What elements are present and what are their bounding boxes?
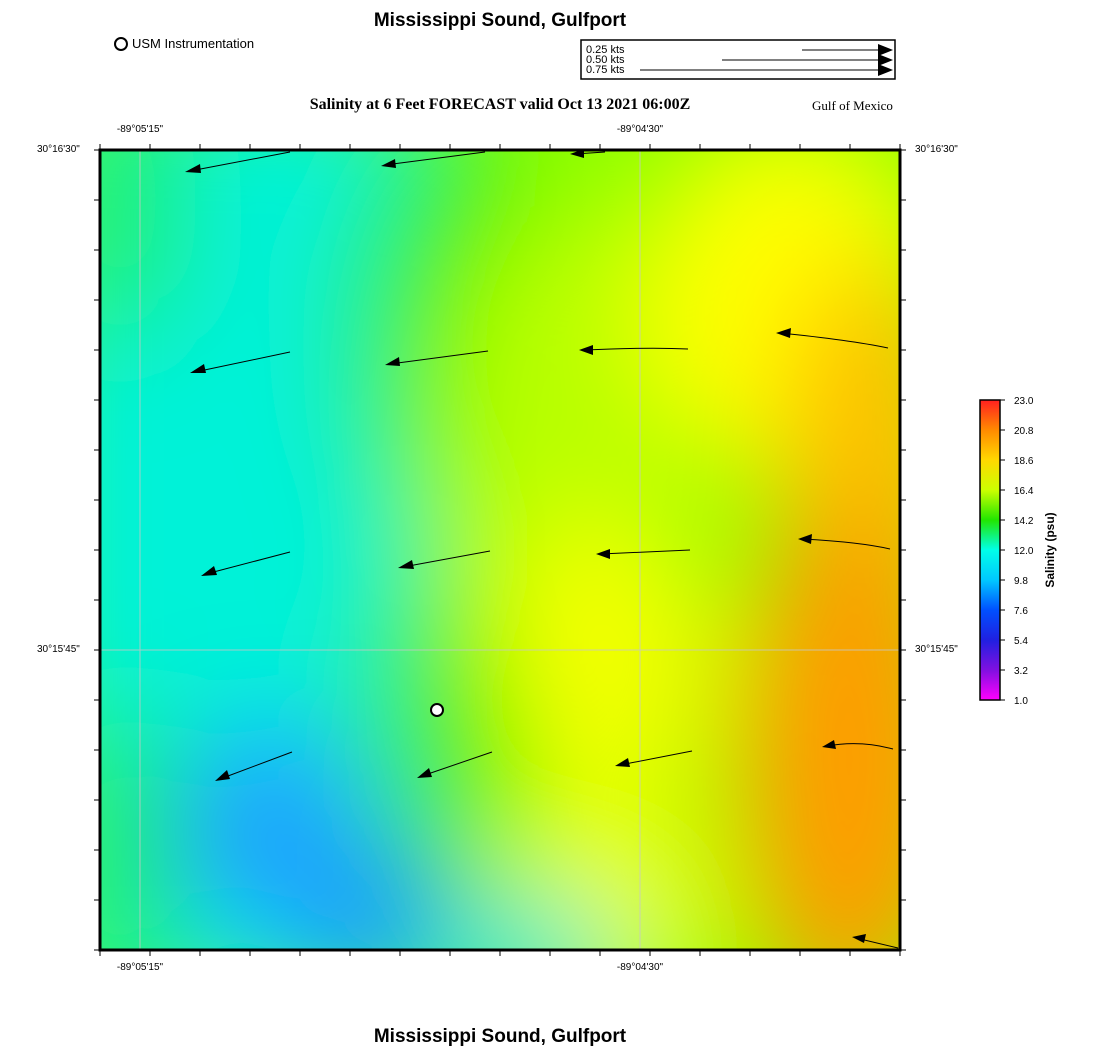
colorbar-tick-label: 18.6 bbox=[1014, 456, 1034, 467]
colorbar-tick-label: 9.8 bbox=[1014, 576, 1028, 587]
colorbar-tick-label: 23.0 bbox=[1014, 396, 1034, 407]
instrument-marker-icon bbox=[114, 37, 128, 51]
lat-label-right-mid: 30°15'45" bbox=[915, 644, 958, 655]
legend-marker-label: USM Instrumentation bbox=[132, 36, 255, 51]
colorbar-tick-label: 5.4 bbox=[1014, 636, 1028, 647]
lat-label-left-top: 30°16'30" bbox=[37, 144, 80, 155]
colorbar-tick-label: 14.2 bbox=[1014, 516, 1034, 527]
legend-usm-instrumentation bbox=[114, 36, 254, 51]
colorbar-label: Salinity (psu) bbox=[1043, 512, 1057, 588]
usm-station-marker[interactable] bbox=[431, 704, 443, 716]
colorbar-tick-label: 20.8 bbox=[1014, 426, 1034, 437]
lat-label-left-mid: 30°15'45" bbox=[37, 644, 80, 655]
colorbar-ticks bbox=[1000, 396, 1034, 707]
lon-label-top-right: -89°04'30" bbox=[616, 124, 664, 135]
lon-label-bottom-right: -89°04'30" bbox=[616, 962, 664, 973]
region-label: Gulf of Mexico bbox=[812, 98, 893, 113]
lat-label-right-top: 30°16'30" bbox=[915, 144, 958, 155]
colorbar-tick-label: 1.0 bbox=[1014, 696, 1028, 707]
lon-label-top-left: -89°05'15" bbox=[116, 124, 164, 135]
map-subtitle: Salinity at 6 Feet FORECAST valid Oct 13 2021 06:00Z bbox=[309, 96, 691, 113]
current-scale-legend bbox=[580, 39, 898, 81]
scale-label-050: 0.50 kts bbox=[586, 54, 625, 66]
colorbar-tick-label: 7.6 bbox=[1014, 606, 1028, 617]
footer-title: Mississippi Sound, Gulfport bbox=[373, 1026, 627, 1047]
salinity-colorbar bbox=[974, 392, 1084, 708]
lon-label-bottom-left: -89°05'15" bbox=[116, 962, 164, 973]
colorbar-tick-label: 12.0 bbox=[1014, 546, 1034, 557]
salinity-map bbox=[90, 140, 910, 960]
map-title: Mississippi Sound, Gulfport bbox=[373, 10, 627, 31]
scale-label-075: 0.75 kts bbox=[586, 64, 625, 76]
colorbar-tick-label: 16.4 bbox=[1014, 486, 1034, 497]
scale-label-025: 0.25 kts bbox=[586, 44, 625, 56]
colorbar-tick-label: 3.2 bbox=[1014, 666, 1028, 677]
